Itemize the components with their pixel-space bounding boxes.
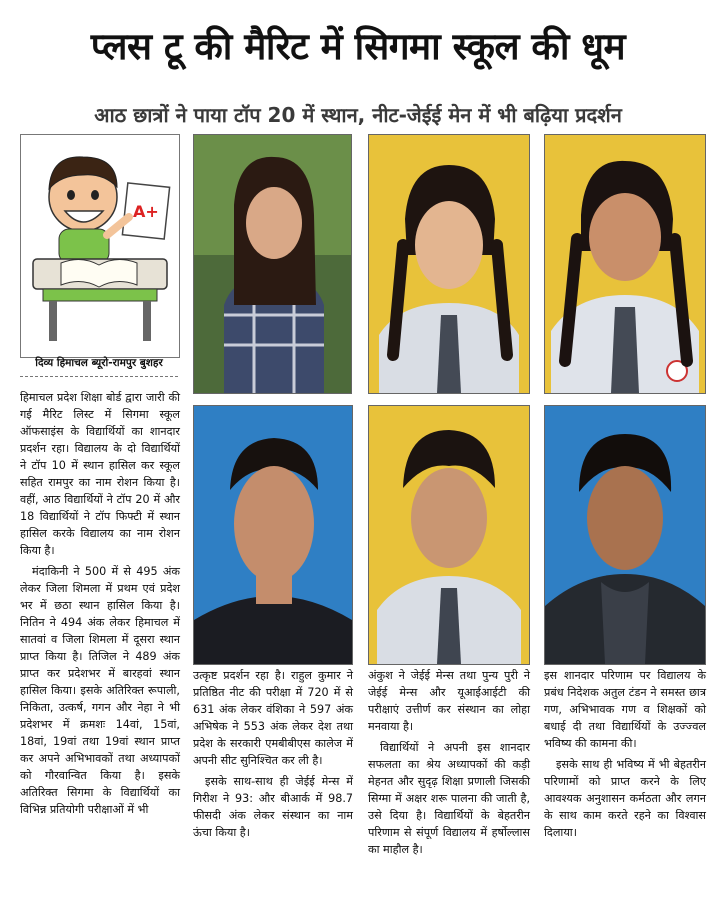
student-photo-5 (368, 405, 530, 665)
column-2-paragraph: इसके साथ-साथ ही जेईई मेन्स में गिरीश ने 93: और बीआर्क में 98.7 फीसदी अंक लेकर संस्थान का नाम ऊंचा किया है। (193, 775, 353, 839)
column-1-paragraph: हिमाचल प्रदेश शिक्षा बोर्ड द्वारा जारी की गई मैरिट लिस्ट में सिगमा स्कूल ऑफसाइंस के विद्यार्थियों का शानदार प्रदर्शन रहा। विद्यालय के दो विद्यार्थियों ने टॉप 10 में स्थान हासिल कर स्कूल सहित रामपुर का नाम रोशन किया है। वहीं, आठ विद्यार्थियों ने टॉप 20 में और 18 विद्यार्थियों ने टॉप फिफ्टी में स्थान हासिल करके विद्यालय का नाम रोशन किया है। (20, 391, 180, 557)
student-photo-2 (368, 134, 530, 394)
article-column-3 (368, 667, 530, 862)
student-photo-6 (544, 405, 706, 665)
column-4-paragraph: इस शानदार परिणाम पर विद्यालय के प्रबंध निदेशक अतुल टंडन ने समस्त छात्र गण, अभिभावक गण व शिक्षकों को बधाई दी तथा विद्यार्थियों के उज्ज्वल भविष्य की कामना की। (544, 669, 706, 750)
byline-divider (20, 376, 178, 377)
headline: प्लस टू की मैरिट में सिगमा स्कूल की धूम (90, 25, 626, 68)
student-photo-1 (193, 134, 352, 394)
column-4-paragraph: इसके साथ ही भविष्य में भी बेहतरीन परिणामों को प्राप्त करने के लिए आवश्यक अनुशासन कर्मठता और लगन के साथ काम करते रहने का विश्वास दिलाया। (544, 758, 706, 839)
article-column-2 (193, 667, 353, 845)
column-2-paragraph: उत्कृष्ट प्रदर्शन रहा है। राहुल कुमार ने प्रतिष्ठित नीट की परीक्षा में 720 में से 631 अंक लेकर वंशिका ने 597 अंक अभिषेक ने 553 अंक लेकर देश तथा प्रदेश के सरकारी एमबीबीएस कालेज में अपनी सीट सुनिश्चित कर ली है। (193, 669, 353, 767)
grade-label: A+ (133, 202, 159, 221)
article-column-1 (20, 389, 180, 822)
byline: दिव्य हिमाचल ब्यूरो-रामपुर बुशहर (35, 357, 163, 369)
column-3-paragraph: अंकुश ने जेईई मेन्स तथा पुन्य पुरी ने जेईई मेन्स और यूआईआईटी की परीक्षाएं उत्तीर्ण कर संस्थान का लोहा मनवाया है। (368, 669, 530, 733)
student-photo-4 (193, 405, 353, 665)
article-column-4 (544, 667, 706, 845)
student-photo-3 (544, 134, 706, 394)
column-3-paragraph: विद्यार्थियों ने अपनी इस शानदार सफलता का श्रेय अध्यापकों की कड़ी मेहनत और सुदृढ़ शिक्षा प्रणाली जिसकी सिग्मा में अक्षर शरू पालना की जाती है, उसे दिया है। विद्यार्थियों के बेहतरीन परिणाम से संपूर्ण विद्यालय में हर्षोल्लास का माहौल है। (368, 741, 530, 856)
student-cartoon-illustration (20, 134, 180, 358)
column-1-paragraph: मंदाकिनी ने 500 में से 495 अंक लेकर जिला शिमला में प्रथम एवं प्रदेश भर में छठा स्थान हासिल किया है। नितिन ने 494 अंक लेकर हिमाचल में सातवां व जिला शिमला में दूसरा स्थान प्राप्त किया है। तिजिल ने 489 अंक प्राप्त कर प्रदेशभर में बारहवां स्थान हासिल किया। इसके अतिरिक्त रूपाली, निकिता, उत्कर्ष, गगन और नेहा ने भी प्रदेशभर में क्रमशः 14वां, 15वां, 18वां, 19वां तथा 19वां स्थान प्राप्त कर अपने अभिभावकों तथा अध्यापकों को गौरवान्वित किया है। इसके अतिरिक्त सिगमा के विद्यार्थियों का विभिन्न प्रतियोगी परीक्षाओं में भी (20, 565, 180, 816)
subheadline: आठ छात्रों ने पाया टॉप 20 में स्थान, नीट-जेईई मेन में भी बढ़िया प्रदर्शन (94, 103, 622, 127)
